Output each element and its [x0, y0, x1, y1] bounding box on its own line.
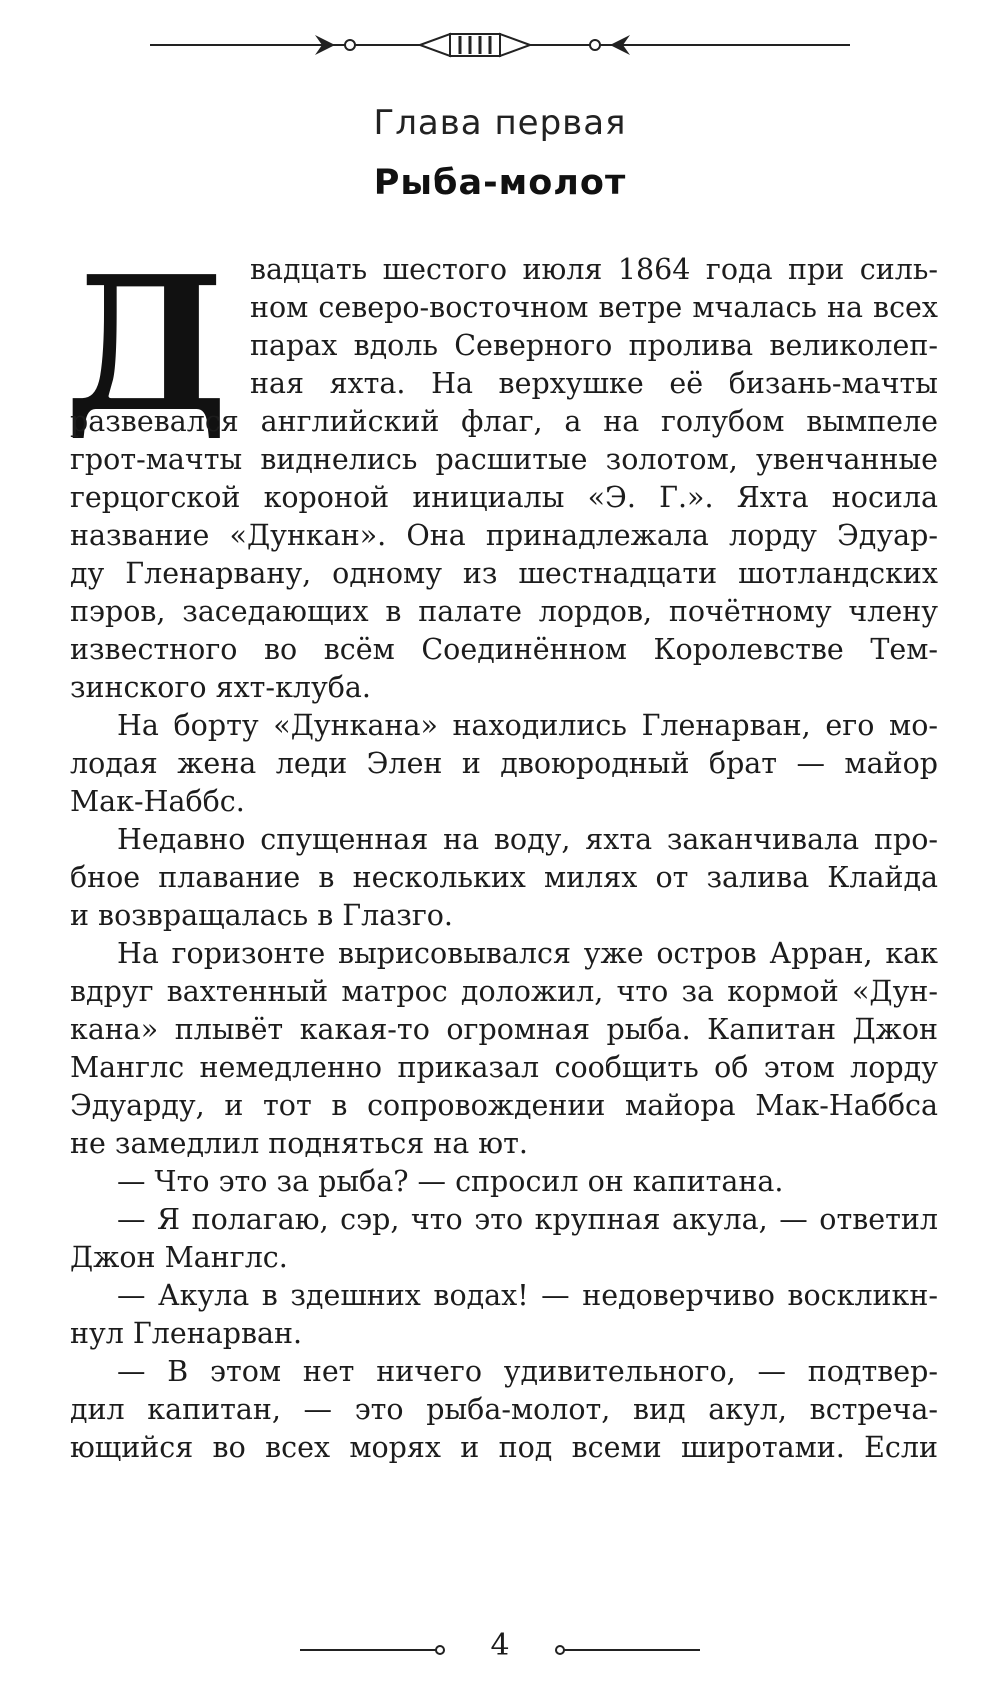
text-line: зинского яхт-клуба. [70, 671, 371, 704]
text-line: нул Гленарван. [70, 1317, 303, 1350]
text-line: грот-мачты виднелись расшитые золотом, увенчанные [70, 443, 938, 476]
text-line: бное плавание в нескольких милях от залива Клайда [70, 861, 938, 894]
drop-cap: Д [64, 235, 229, 453]
text-line: вдруг вахтенный матрос доложил, что за кормой «Дун- [70, 975, 938, 1008]
text-line: лодая жена леди Элен и двоюродный брат — майор [70, 747, 938, 780]
page-number: 4 [490, 1628, 510, 1663]
dialogue-line: — Я полагаю, сэр, что это крупная акула, — ответил [117, 1203, 938, 1236]
chapter-title: Рыба-молот [373, 163, 627, 203]
text-line: ду Гленарвану, одному из шестнадцати шотландских [70, 557, 938, 590]
text-line: ная яхта. На верхушке её бизань-мачты [250, 367, 938, 400]
text-line: известного во всём Соединённом Королевстве Тем- [70, 633, 938, 666]
text-line: кана» плывёт какая-то огромная рыба. Капитан Джон [70, 1013, 938, 1046]
text-line: Манглс немедленно приказал сообщить об этом лорду [70, 1051, 938, 1084]
text-line: дил капитан, — это рыба-молот, вид акул, встреча- [70, 1393, 938, 1426]
text-line: Мак-Наббс. [70, 785, 245, 818]
text-line: ном северо-восточном ветре мчалась на всех [250, 291, 938, 324]
text-line: ющийся во всех морях и под всеми широтами. Если [70, 1431, 938, 1464]
text-line: Эдуарду, и тот в сопровождении майора Мак-Наббса [70, 1089, 938, 1122]
text-line: и возвращалась в Глазго. [70, 899, 453, 932]
text-line: вадцать шестого июля 1864 года при силь- [250, 253, 938, 286]
paragraph-start: На борту «Дункана» находились Гленарван, его мо- [117, 709, 938, 742]
text-line: развевался английский флаг, а на голубом вымпеле [70, 405, 938, 438]
text-line: название «Дункан». Она принадлежала лорду Эдуар- [70, 519, 938, 552]
text-line: герцогской короной инициалы «Э. Г.». Яхта носила [70, 481, 938, 514]
paragraph-start: Недавно спущенная на воду, яхта заканчивала про- [117, 823, 938, 856]
text-line: парах вдоль Северного пролива великолеп- [250, 329, 938, 362]
header-ornament [150, 30, 850, 60]
chapter-label: Глава первая [373, 103, 627, 143]
text-line: пэров, заседающих в палате лордов, почётному члену [70, 595, 938, 628]
dialogue-line: — В этом нет ничего удивительного, — подтвер- [117, 1355, 938, 1388]
text-line: Джон Манглс. [70, 1241, 288, 1274]
paragraph-start: На горизонте вырисовывался уже остров Арран, как [117, 937, 938, 970]
dialogue-line: — Что это за рыба? — спросил он капитана. [117, 1165, 784, 1198]
dialogue-line: — Акула в здешних водах! — недоверчиво воскликн- [117, 1279, 938, 1312]
text-line: не замедлил подняться на ют. [70, 1127, 528, 1160]
